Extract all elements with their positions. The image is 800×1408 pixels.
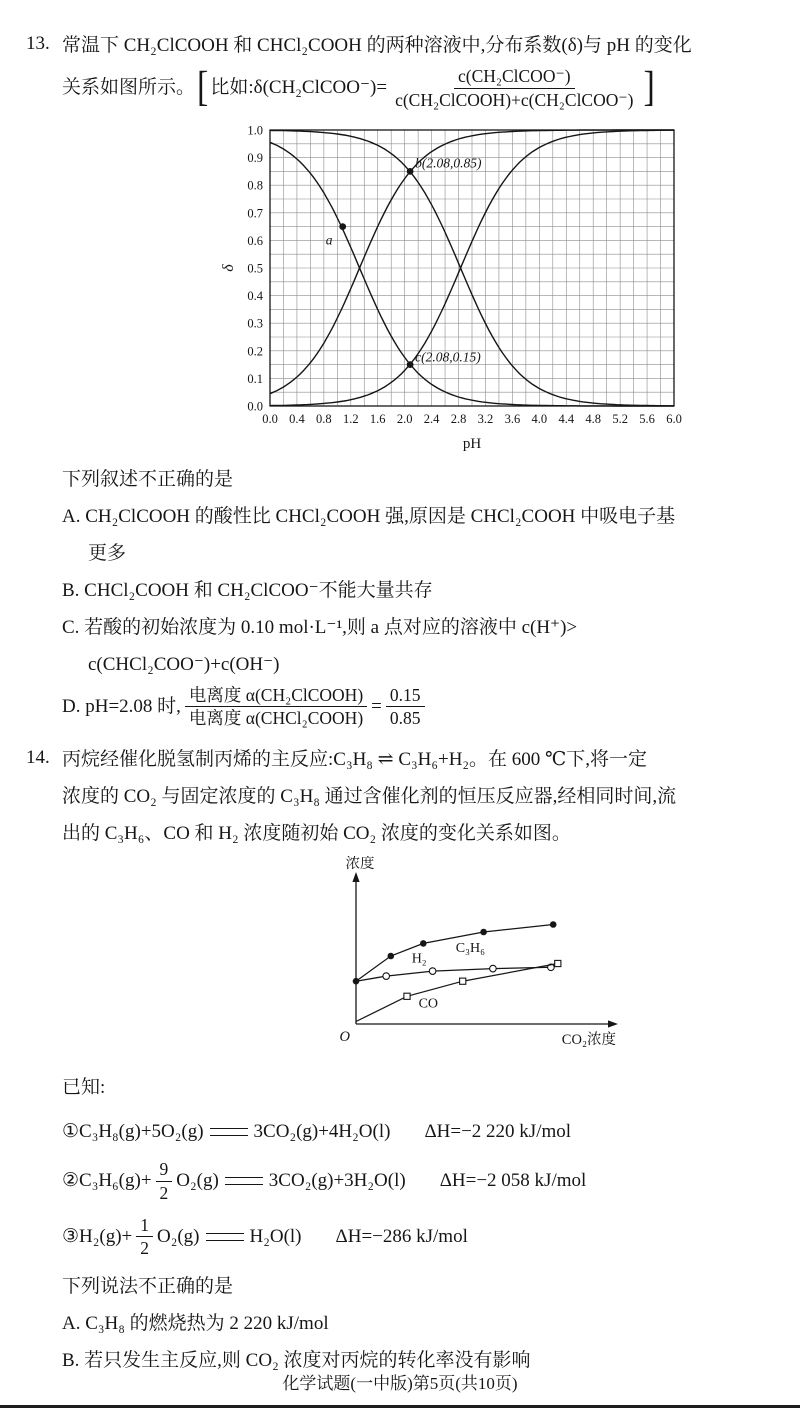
equals-sign: = [371, 695, 382, 717]
svg-text:6.0: 6.0 [666, 411, 682, 426]
fraction-denominator: 电离度 α(CHCl₂COOH) [188, 708, 364, 729]
svg-text:0.0: 0.0 [262, 411, 278, 426]
svg-text:δ: δ [220, 263, 237, 272]
svg-text:CO₂浓度: CO₂浓度 [561, 1032, 616, 1048]
thermo-equation-1 [62, 1115, 774, 1149]
svg-text:3.2: 3.2 [477, 411, 494, 426]
q13-intro-line2-prefix: 关系如图所示。 [62, 77, 196, 99]
svg-text:0.8: 0.8 [316, 411, 332, 426]
q14-intro-line1: 丙烷经催化脱氢制丙烯的主反应:C₃H₈ ⇌ C₃H₆+H₂。在 600 ℃下,将一定 [62, 749, 648, 770]
svg-text:2.8: 2.8 [450, 411, 467, 426]
fraction-numerator: 9 [156, 1158, 173, 1182]
svg-text:1.0: 1.0 [247, 123, 263, 137]
eq1-left: ①C₃H₈(g)+5O₂(g) [62, 1121, 204, 1142]
svg-text:2.0: 2.0 [396, 411, 413, 426]
q13-option-a-line1: A. CH₂ClCOOH 的酸性比 CHCl₂COOH 强,原因是 CHCl₂COOH 中吸电子基 [62, 505, 676, 527]
svg-text:0.0: 0.0 [247, 399, 263, 413]
q14-option-a: A. C₃H₈ 的燃烧热为 2 220 kJ/mol [62, 1313, 329, 1334]
q13-option-d-prefix: D. pH=2.08 时, [62, 695, 181, 717]
svg-text:4.8: 4.8 [585, 411, 602, 426]
delta-definition-fraction [391, 65, 637, 112]
fraction-numerator: 0.15 [386, 684, 425, 708]
q14-intro-line2: 浓度的 CO₂ 与固定浓度的 C₃H₈ 通过含催化剂的恒压反应器,经相同时间,流 [62, 786, 677, 807]
double-bond-equals-icon [206, 1233, 244, 1241]
thermo-equation-3 [62, 1214, 774, 1261]
q13-stem: 下列叙述不正确的是 [62, 468, 234, 490]
delta-definition-lhs: 比如:δ(CH₂ClCOO⁻)= [210, 77, 388, 99]
svg-text:0.2: 0.2 [247, 343, 263, 358]
question-14 [0, 742, 774, 1379]
nine-halves-fraction [156, 1158, 173, 1205]
svg-text:CO: CO [418, 996, 439, 1012]
q13-intro-line1: 常温下 CH₂ClCOOH 和 CHCl₂COOH 的两种溶液中,分布系数(δ)与 pH 的变化 [62, 35, 692, 56]
q13-number: 13. [26, 33, 50, 54]
svg-text:4.4: 4.4 [558, 411, 575, 426]
q13-option-b: B. CHCl₂COOH 和 CH₂ClCOO⁻不能大量共存 [62, 579, 433, 601]
svg-text:5.2: 5.2 [612, 411, 628, 426]
q13-option-c-line2: c(CHCl₂COO⁻)+c(OH⁻) [88, 653, 280, 675]
svg-text:0.4: 0.4 [289, 411, 305, 426]
ionization-ratio-fraction [185, 684, 367, 731]
svg-text:0.1: 0.1 [247, 371, 263, 386]
q14-intro-line3: 出的 C₃H₆、CO 和 H₂ 浓度随初始 CO₂ 浓度的变化关系如图。 [62, 823, 571, 844]
eq1-right: 3CO₂(g)+4H₂O(l) [253, 1121, 391, 1142]
svg-text:pH: pH [462, 435, 482, 452]
svg-text:0.3: 0.3 [247, 316, 263, 331]
fraction-numerator: c(CH₂ClCOO⁻) [454, 65, 575, 89]
eq2-left: ②C₃H₆(g)+ [62, 1170, 152, 1192]
fraction-denominator: c(CH₂ClCOOH)+c(CH₂ClCOO⁻) [395, 89, 634, 110]
svg-text:C₃H₆: C₃H₆ [455, 941, 486, 957]
svg-text:0.5: 0.5 [247, 261, 263, 275]
svg-text:4.0: 4.0 [531, 411, 548, 426]
svg-text:5.6: 5.6 [639, 411, 655, 426]
eq3-right: H₂O(l) [249, 1225, 302, 1247]
fraction-denominator: 2 [140, 1238, 149, 1259]
q14-stem: 下列说法不正确的是 [62, 1276, 234, 1297]
double-bond-equals-icon [210, 1128, 248, 1136]
q13-chart-container [220, 120, 774, 460]
eq3-left: ③H₂(g)+ [62, 1225, 133, 1247]
fraction-numerator: 电离度 α(CH₂ClCOOH) [185, 684, 367, 708]
svg-text:c(2.08,0.15): c(2.08,0.15) [415, 349, 481, 365]
eq2-mid: O₂(g) [176, 1170, 219, 1192]
close-bracket: ] [643, 64, 655, 111]
svg-text:3.6: 3.6 [504, 411, 521, 426]
q13-intro-line2 [62, 65, 774, 112]
open-bracket: [ [197, 64, 209, 111]
concentration-vs-co2-chart [312, 856, 634, 1062]
q14-option-b: B. 若只发生主反应,则 CO₂ 浓度对丙烷的转化率没有影响 [62, 1350, 531, 1371]
svg-text:0.6: 0.6 [247, 233, 263, 248]
q13-option-c-line1: C. 若酸的初始浓度为 0.10 mol·L⁻¹,则 a 点对应的溶液中 c(H⁺)> [62, 616, 578, 638]
eq1-enthalpy: ΔH=−2 220 kJ/mol [424, 1121, 572, 1142]
svg-text:浓度: 浓度 [345, 856, 375, 872]
svg-text:O: O [339, 1029, 350, 1045]
eq2-right: 3CO₂(g)+3H₂O(l) [268, 1170, 406, 1192]
q13-option-a-line2: 更多 [88, 542, 127, 564]
q14-chart-container [312, 856, 774, 1068]
svg-text:0.8: 0.8 [247, 178, 263, 193]
page-footer: 化学试题(一中版)第5页(共10页) [282, 1374, 518, 1393]
q14-number: 14. [26, 747, 50, 768]
delta-vs-ph-chart [220, 120, 688, 454]
svg-text:0.7: 0.7 [247, 205, 263, 220]
thermo-equation-2 [62, 1158, 774, 1205]
svg-text:1.6: 1.6 [369, 411, 386, 426]
svg-text:a: a [325, 232, 333, 248]
svg-text:0.9: 0.9 [247, 150, 263, 165]
svg-text:2.4: 2.4 [423, 411, 440, 426]
svg-text:b(2.08,0.85): b(2.08,0.85) [415, 154, 482, 170]
eq3-mid: O₂(g) [157, 1225, 200, 1247]
eq2-enthalpy: ΔH=−2 058 kJ/mol [439, 1170, 587, 1192]
double-bond-equals-icon [225, 1177, 263, 1185]
fraction-numerator: 1 [136, 1214, 153, 1238]
svg-text:1.2: 1.2 [342, 411, 359, 426]
svg-text:H₂: H₂ [411, 951, 427, 967]
one-half-fraction [136, 1214, 153, 1261]
ratio-value-fraction [386, 684, 425, 731]
svg-text:0.4: 0.4 [247, 288, 263, 303]
q13-option-d [62, 684, 774, 731]
question-13 [0, 28, 774, 730]
fraction-denominator: 0.85 [389, 708, 421, 729]
eq3-enthalpy: ΔH=−286 kJ/mol [335, 1225, 468, 1247]
q14-known-label: 已知: [62, 1077, 106, 1098]
fraction-denominator: 2 [159, 1182, 169, 1203]
